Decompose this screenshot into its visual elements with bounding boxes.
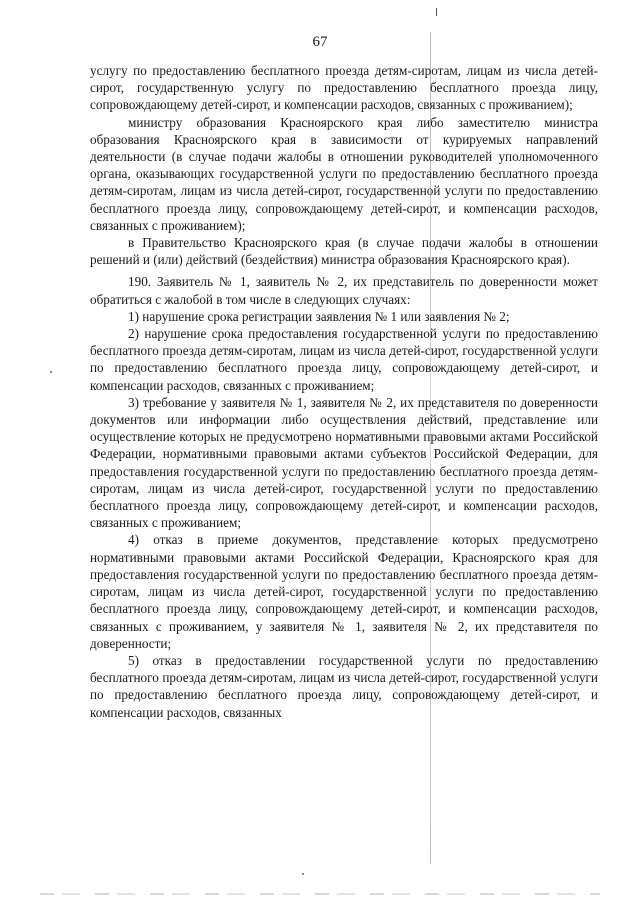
list-item-3: 3) требование у заявителя № 1, заявителя № 2, их представителя по доверенности документов или информации либо осуществления действий, представление или осуществление которых не предусмотрено нормативными правовыми актами Российской Федерации, нормативными правовыми актами субъектов Российской Федерации, для предоставления государственной услуги по предоставлению бесплатного проезда детям-сиротам, лицам из числа детей-сирот, государственной услуги по предоставлению бесплатного проезда лицу, сопровождающему детей-сирот, и компенсации расходов, связанных с проживанием; <box>90 394 598 531</box>
paragraph-continuation: услугу по предоставлению бесплатного проезда детям-сиротам, лицам из числа детей-сирот, государственную услугу по предоставлению бесплатного проезда лицу, сопровождающему детей-сирот, и компенсации расходов, связанных с проживанием); <box>90 63 598 113</box>
page-number: 67 <box>312 34 328 50</box>
list-item-4: 4) отказ в приеме документов, представление которых предусмотрено нормативными правовыми актами Российской Федерации, Красноярского края для предоставления государственной услуги по предоставлению бесплатного проезда детям-сиротам, лицам из числа детей-сирот, государственной услуги по предоставлению бесплатного проезда лицу, сопровождающему детей-сирот, и компенсации расходов, связанных с проживанием, у заявителя № 1, заявителя № 2, их представителя по доверенности; <box>90 532 598 651</box>
paragraph-190: 190. Заявитель № 1, заявитель № 2, их представитель по доверенности может обратиться с жалобой в том числе в следующих случаях: <box>90 274 598 307</box>
paragraph-minister: министру образования Красноярского края либо заместителю министра образования Красноярского края в зависимости от курируемых направлений деятельности (в случае подачи жалобы в отношении руководителей уполномоченного органа, оказывающих государственной услуги по предоставлению бесплатного проезда детям-сиротам, лицам из числа детей-сирот, государственной услуги по предоставлению бесплатного проезда лицу, сопровождающему детей-сирот, и компенсации расходов, связанных с проживанием); <box>90 114 598 233</box>
scan-speck <box>302 873 304 875</box>
list-item-5: 5) отказ в предоставлении государственной услуги по предоставлению бесплатного проезда детям-сиротам, лицам из числа детей-сирот, государственной услуги по предоставлению бесплатного проезда лицу, сопровождающему детей-сирот, и компенсации расходов, связанных <box>90 652 598 720</box>
list-item-2: 2) нарушение срока предоставления государственной услуги по предоставлению бесплатного проезда детям-сиротам, лицам из числа детей-сирот, государственной услуги по предоставлению бесплатного проезда лицу, сопровождающему детей-сирот, и компенсации расходов, связанных с проживанием; <box>90 326 598 393</box>
document-body <box>90 62 598 721</box>
scan-mark <box>436 8 437 16</box>
paragraph-government: в Правительство Красноярского края (в случае подачи жалобы в отношении решений и (или) действий (бездействия) министра образования Красноярского края). <box>90 235 598 268</box>
scan-edge-noise <box>40 893 600 895</box>
scan-speck <box>50 371 52 373</box>
list-item-1: 1) нарушение срока регистрации заявления № 1 или заявления № 2; <box>128 308 510 324</box>
